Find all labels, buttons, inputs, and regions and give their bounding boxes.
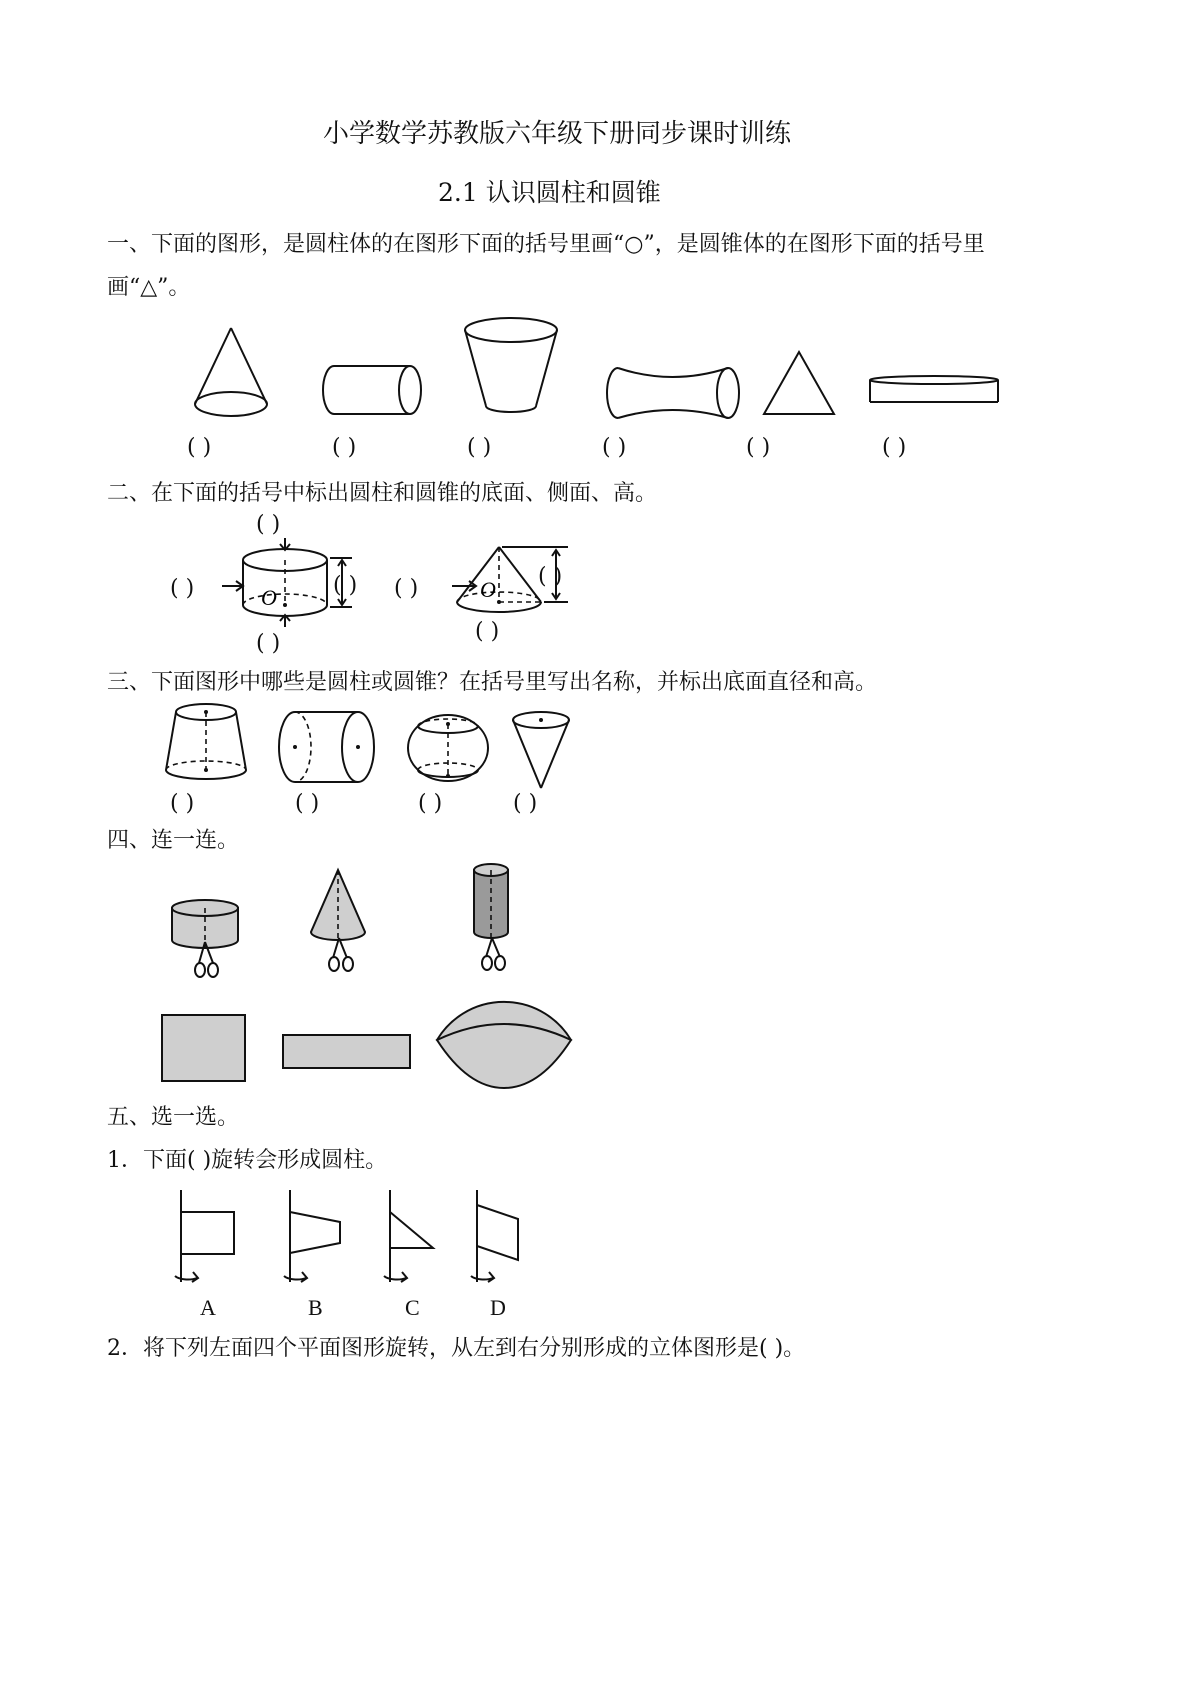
s3-blank-4[interactable]: ( ) (513, 791, 538, 816)
cut-cone (311, 870, 365, 971)
s3-blank-3[interactable]: ( ) (418, 791, 443, 816)
option-b-figure (284, 1190, 340, 1282)
option-c-figure (384, 1190, 433, 1282)
section-2-labeled-figures (0, 530, 1200, 640)
option-c-label[interactable]: C (405, 1295, 420, 1320)
shape-horizontal-cylinder (323, 366, 421, 414)
section-5-instruction: 五、选一选。 (107, 1105, 240, 1130)
answer-blank-5[interactable]: ( ) (746, 435, 771, 460)
scissors-icon (329, 938, 353, 971)
section-1-shapes (0, 310, 1200, 430)
shape-concave-body (607, 368, 739, 418)
section-4-instruction: 四、连一连。 (107, 828, 240, 853)
option-d-label[interactable]: D (490, 1295, 506, 1320)
lesson-subtitle: 2.1 认识圆柱和圆锥 (438, 178, 661, 207)
shape-flat-disc (870, 376, 998, 402)
answer-blank-4[interactable]: ( ) (602, 435, 627, 460)
shape-inverted-cone (513, 712, 569, 788)
section-5-rotation-options (0, 1185, 1200, 1295)
question-5-1: 1．下面( )旋转会形成圆柱。 (107, 1148, 388, 1173)
option-b-label[interactable]: B (308, 1295, 323, 1320)
section-4-cut-solids (0, 860, 1200, 1090)
section-2-instruction: 二、在下面的括号中标出圆柱和圆锥的底面、侧面、高。 (107, 481, 658, 506)
s3-blank-2[interactable]: ( ) (295, 791, 320, 816)
cylinder-left-blank[interactable]: ( ) (170, 576, 195, 601)
cylinder-center-label: O (261, 585, 277, 610)
section-3-instruction: 三、下面图形中哪些是圆柱或圆锥？在括号里写出名称，并标出底面直径和高。 (107, 670, 878, 695)
shape-frustum (166, 704, 246, 779)
answer-blank-3[interactable]: ( ) (467, 435, 492, 460)
answer-blank-2[interactable]: ( ) (332, 435, 357, 460)
option-a-label[interactable]: A (200, 1295, 216, 1320)
cylinder-top-blank[interactable]: ( ) (256, 512, 281, 537)
question-5-2: 2．将下列左面四个平面图形旋转，从左到右分别形成的立体图形是( )。 (107, 1336, 806, 1361)
section-1-instruction-line-1: 一、下面的图形，是圆柱体的在图形下面的括号里画“○”，是圆锥体的在图形下面的括号里 (107, 232, 985, 257)
section-3-shapes (0, 700, 1200, 790)
cut-tall-cylinder (474, 864, 508, 970)
shape-bucket (465, 318, 557, 412)
shape-triangle (764, 352, 834, 414)
cone-center-label: O (480, 577, 496, 602)
section-1-instruction-line-2: 画“△”。 (107, 275, 191, 300)
cone-right-blank[interactable]: ( ) (538, 564, 563, 589)
cylinder-right-blank[interactable]: ( ) (333, 573, 358, 598)
s3-blank-1[interactable]: ( ) (170, 791, 195, 816)
option-d-figure (471, 1190, 518, 1282)
net-rectangle (283, 1035, 410, 1068)
scissors-icon (482, 938, 505, 970)
answer-blank-6[interactable]: ( ) (882, 435, 907, 460)
page-title: 小学数学苏教版六年级下册同步课时训练 (323, 119, 792, 149)
option-a-figure (175, 1190, 234, 1282)
cone-left-blank[interactable]: ( ) (394, 576, 419, 601)
net-square (162, 1015, 245, 1081)
shape-cone (195, 328, 267, 416)
cylinder-bottom-blank[interactable]: ( ) (256, 631, 281, 656)
cone-bottom-blank[interactable]: ( ) (475, 619, 500, 644)
net-sector-arc (437, 1024, 571, 1088)
cut-short-cylinder (172, 900, 238, 977)
shape-barrel (408, 715, 488, 781)
labeled-cylinder (222, 538, 352, 627)
labeled-cone (452, 547, 568, 612)
shape-lying-cylinder (279, 712, 374, 782)
answer-blank-1[interactable]: ( ) (187, 435, 212, 460)
